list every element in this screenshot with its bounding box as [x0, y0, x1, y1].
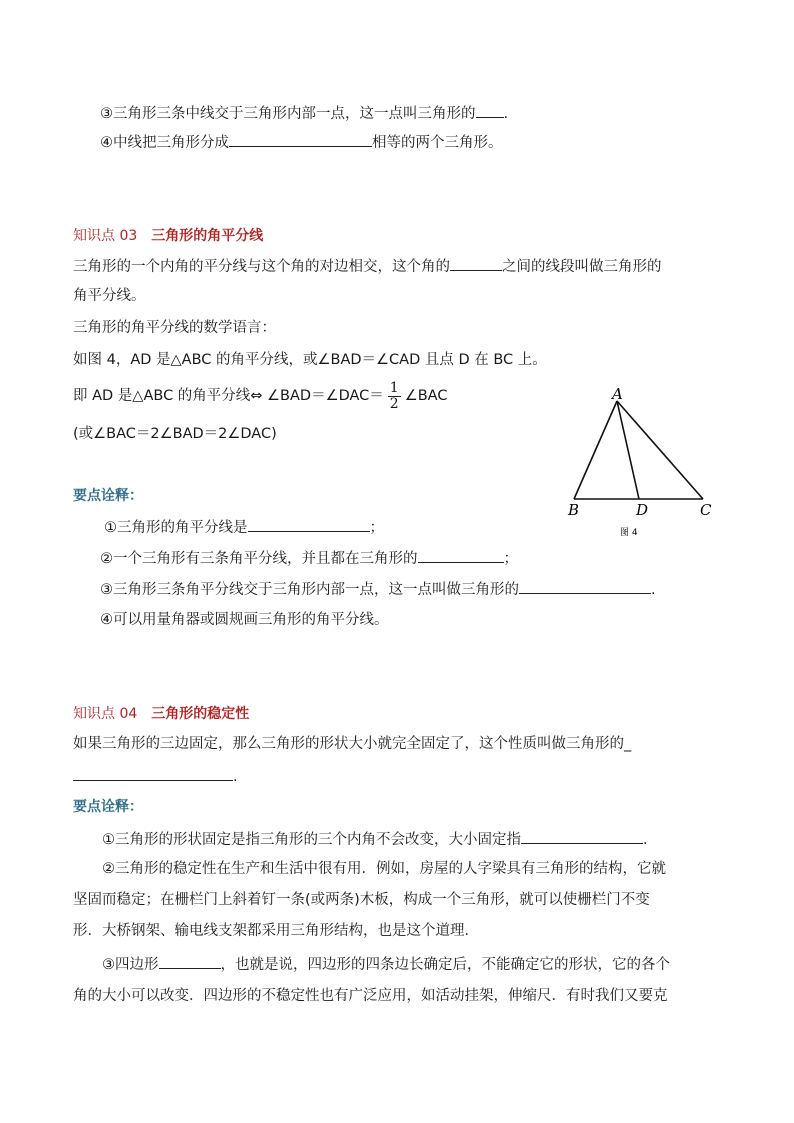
section03-definition: 三角形的一个内角的平分线与这个角的对边相交，这个角的 之间的线段叫做三角形的	[73, 256, 662, 277]
section04-keypoint3: ③四边形 ，也就是说，四边形的四条边长确定后，不能确定它的形状，它的各个	[102, 954, 670, 975]
section03-example3: (或∠BAC＝2∠BAD＝2∠DAC)	[73, 426, 277, 442]
answer-blank	[476, 103, 504, 118]
section04-keypoint1: ①三角形的形状固定是指三角形的三个内角不会改变，大小固定指 .	[102, 829, 648, 850]
fraction-half: $\frac{1}{2}$	[389, 379, 399, 412]
section04-definition-line2: .	[73, 766, 238, 787]
section03-keypoint4: ④可以用量角器或圆规画三角形的角平分线。	[100, 612, 389, 628]
answer-blank	[229, 132, 372, 147]
answer-blank	[418, 548, 504, 563]
figure-caption: 图 4	[620, 528, 638, 538]
section04-definition: 如果三角形的三边固定，那么三角形的形状大小就完全固定了，这个性质叫做三角形的_	[73, 736, 632, 752]
section04-heading: 知识点 04 三角形的稳定性	[73, 706, 250, 722]
answer-blank	[248, 517, 370, 532]
section04-keypoint2-line1: ②三角形的稳定性在生产和生活中很有用．例如，房屋的人字梁具有三角形的结构，它就	[102, 861, 666, 877]
section04-keypoint2-line2: 坚固而稳定；在栅栏门上斜着钉一条(或两条)木板，构成一个三角形，就可以使栅栏门不变	[73, 892, 650, 908]
answer-blank	[159, 954, 221, 969]
section03-definition-line2: 角平分线。	[73, 288, 146, 304]
answer-blank	[73, 766, 233, 781]
section03-math-language: 三角形的角平分线的数学语言：	[73, 320, 276, 336]
section04-keypoint2-line3: 形．大桥钢架、输电线支架都采用三角形结构，也是这个道理．	[73, 923, 479, 939]
answer-blank	[450, 256, 502, 271]
section04-keypoints-label: 要点诠释：	[73, 799, 143, 815]
figure-4-triangle	[560, 385, 730, 545]
section03-keypoint3: ③三角形三条角平分线交于三角形内部一点，这一点叫做三角形的 .	[100, 579, 656, 600]
vertex-label-b: B	[568, 501, 580, 519]
side-ac	[617, 401, 703, 499]
section02-item4: ④中线把三角形分成 相等的两个三角形。	[100, 132, 503, 153]
section03-keypoint2: ②一个三角形有三条角平分线，并且都在三角形的 ；	[100, 548, 518, 569]
answer-blank	[521, 829, 643, 844]
section04-keypoint3-line2: 角的大小可以改变．四边形的不稳定性也有广泛应用，如活动挂架，伸缩尺．有时我们又要克	[73, 988, 668, 1004]
section03-heading: 知识点 03 三角形的角平分线	[73, 228, 264, 244]
vertex-label-c: C	[700, 501, 712, 519]
point-label-d: D	[636, 501, 649, 519]
section03-example2: 即 AD 是△ABC 的角平分线⇔ ∠BAD＝∠DAC＝ $\frac{1}{2}$ ∠BAC	[73, 379, 448, 412]
section03-keypoints-label: 要点诠释：	[73, 488, 143, 504]
answer-blank	[519, 579, 651, 594]
section03-keypoint1: ①三角形的角平分线是 ；	[104, 517, 384, 538]
vertex-label-a: A	[612, 385, 623, 403]
section03-example1: 如图 4，AD 是△ABC 的角平分线，或∠BAD＝∠CAD 且点 D 在 BC 上。	[73, 352, 547, 368]
side-ab	[574, 401, 617, 499]
section02-item3: ③三角形三条中线交于三角形内部一点，这一点叫三角形的 .	[100, 103, 508, 124]
bisector-ad	[617, 401, 639, 499]
